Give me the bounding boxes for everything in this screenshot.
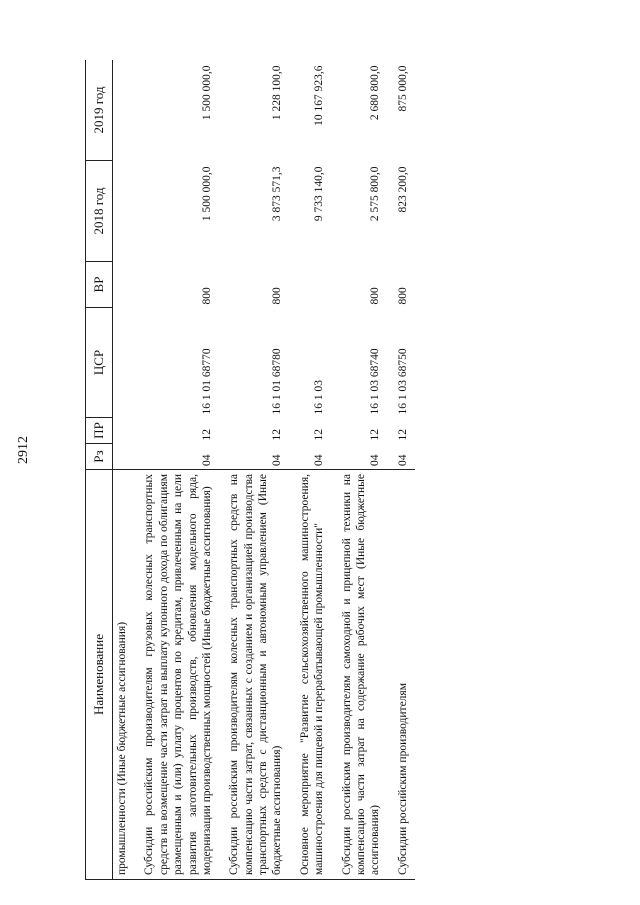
row-vr: 800 <box>396 287 409 305</box>
header-2019: 2019 год <box>86 60 113 161</box>
row-rz: 04 <box>396 454 409 466</box>
row-2018: 3 873 571,3 <box>271 166 284 222</box>
row-vr: 800 <box>200 287 213 305</box>
row-vr: 800 <box>271 287 284 305</box>
row-2019: 2 680 800,0 <box>369 65 382 121</box>
table-row <box>219 60 290 880</box>
row-vr <box>290 262 332 308</box>
row-vr: 800 <box>369 287 382 305</box>
row-pr: 12 <box>396 429 409 441</box>
table-header-row <box>86 60 113 880</box>
row-2018: 823 200,0 <box>396 166 409 213</box>
row-csr: 16 1 01 68780 <box>271 348 284 415</box>
row-2019: 875 000,0 <box>396 65 409 112</box>
page-number: 2912 <box>16 436 31 464</box>
header-rz: Рз <box>86 444 113 470</box>
row-name: Субсидии российским производителям самоходной и прицепной техники на компенсацию части затрат на содержание рабочих мест (Иные бюджетные ассигнования) <box>332 470 388 880</box>
row-csr: 16 1 01 68770 <box>200 348 213 415</box>
row-vr <box>113 262 135 308</box>
row-pr: 12 <box>271 429 284 441</box>
table-row <box>388 60 415 880</box>
row-name: Субсидии российским производителям грузовых колесных транспортных средств на возмещение части затрат на выплату купонного дохода по облигациям размещенным и (или) уплату процентов по кредитам, привлеченным на цели развития заготовительных производств, обновления модельного ряда, модернизации производственных мощностей (Иные бюджетные ассигнования) <box>134 470 219 880</box>
row-rz: 04 <box>271 454 284 466</box>
row-csr: 16 1 03 <box>313 380 326 415</box>
header-csr: ЦСР <box>86 308 113 418</box>
row-name: промышленности (Иные бюджетные ассигнования) <box>113 470 135 880</box>
row-rz <box>113 444 135 470</box>
row-rz: 04 <box>200 454 213 466</box>
budget-table <box>85 60 415 880</box>
budget-table-sheet <box>85 60 621 880</box>
row-csr: 16 1 03 68740 <box>369 348 382 415</box>
header-name: Наименование <box>86 470 113 880</box>
row-name: Основное мероприятие "Развитие сельскохозяйственного машиностроения, машиностроения для пищевой и перерабатывающей промышленности" <box>290 470 332 880</box>
row-name: Субсидии российским производителям колесных транспортных средств на компенсацию части затрат, связанных с созданием и организацией производства транспортных средств с дистанционным и автономным управлением (Иные бюджетные ассигнования) <box>219 470 290 880</box>
row-pr <box>113 418 135 444</box>
row-2018: 2 575 800,0 <box>369 166 382 222</box>
table-row <box>113 60 135 880</box>
table-row <box>332 60 388 880</box>
row-2018: 1 500 000,0 <box>200 166 213 222</box>
row-2018: 9 733 140,0 <box>313 166 326 222</box>
rotated-table-container <box>85 60 621 880</box>
row-rz: 04 <box>369 454 382 466</box>
row-2019 <box>113 60 135 161</box>
row-2019: 1 228 100,0 <box>271 65 284 121</box>
header-pr: ПР <box>86 418 113 444</box>
row-2019: 10 167 923,6 <box>313 65 326 126</box>
table-row <box>134 60 219 880</box>
row-2019: 1 500 000,0 <box>200 65 213 121</box>
row-pr: 12 <box>313 429 326 441</box>
table-row <box>290 60 332 880</box>
row-pr: 12 <box>369 429 382 441</box>
header-2018: 2018 год <box>86 161 113 262</box>
row-csr <box>113 308 135 418</box>
row-pr: 12 <box>200 429 213 441</box>
row-csr: 16 1 03 68750 <box>396 348 409 415</box>
row-rz: 04 <box>313 454 326 466</box>
header-vr: ВР <box>86 262 113 308</box>
row-2018 <box>113 161 135 262</box>
row-name: Субсидии российским производителям <box>388 470 415 880</box>
